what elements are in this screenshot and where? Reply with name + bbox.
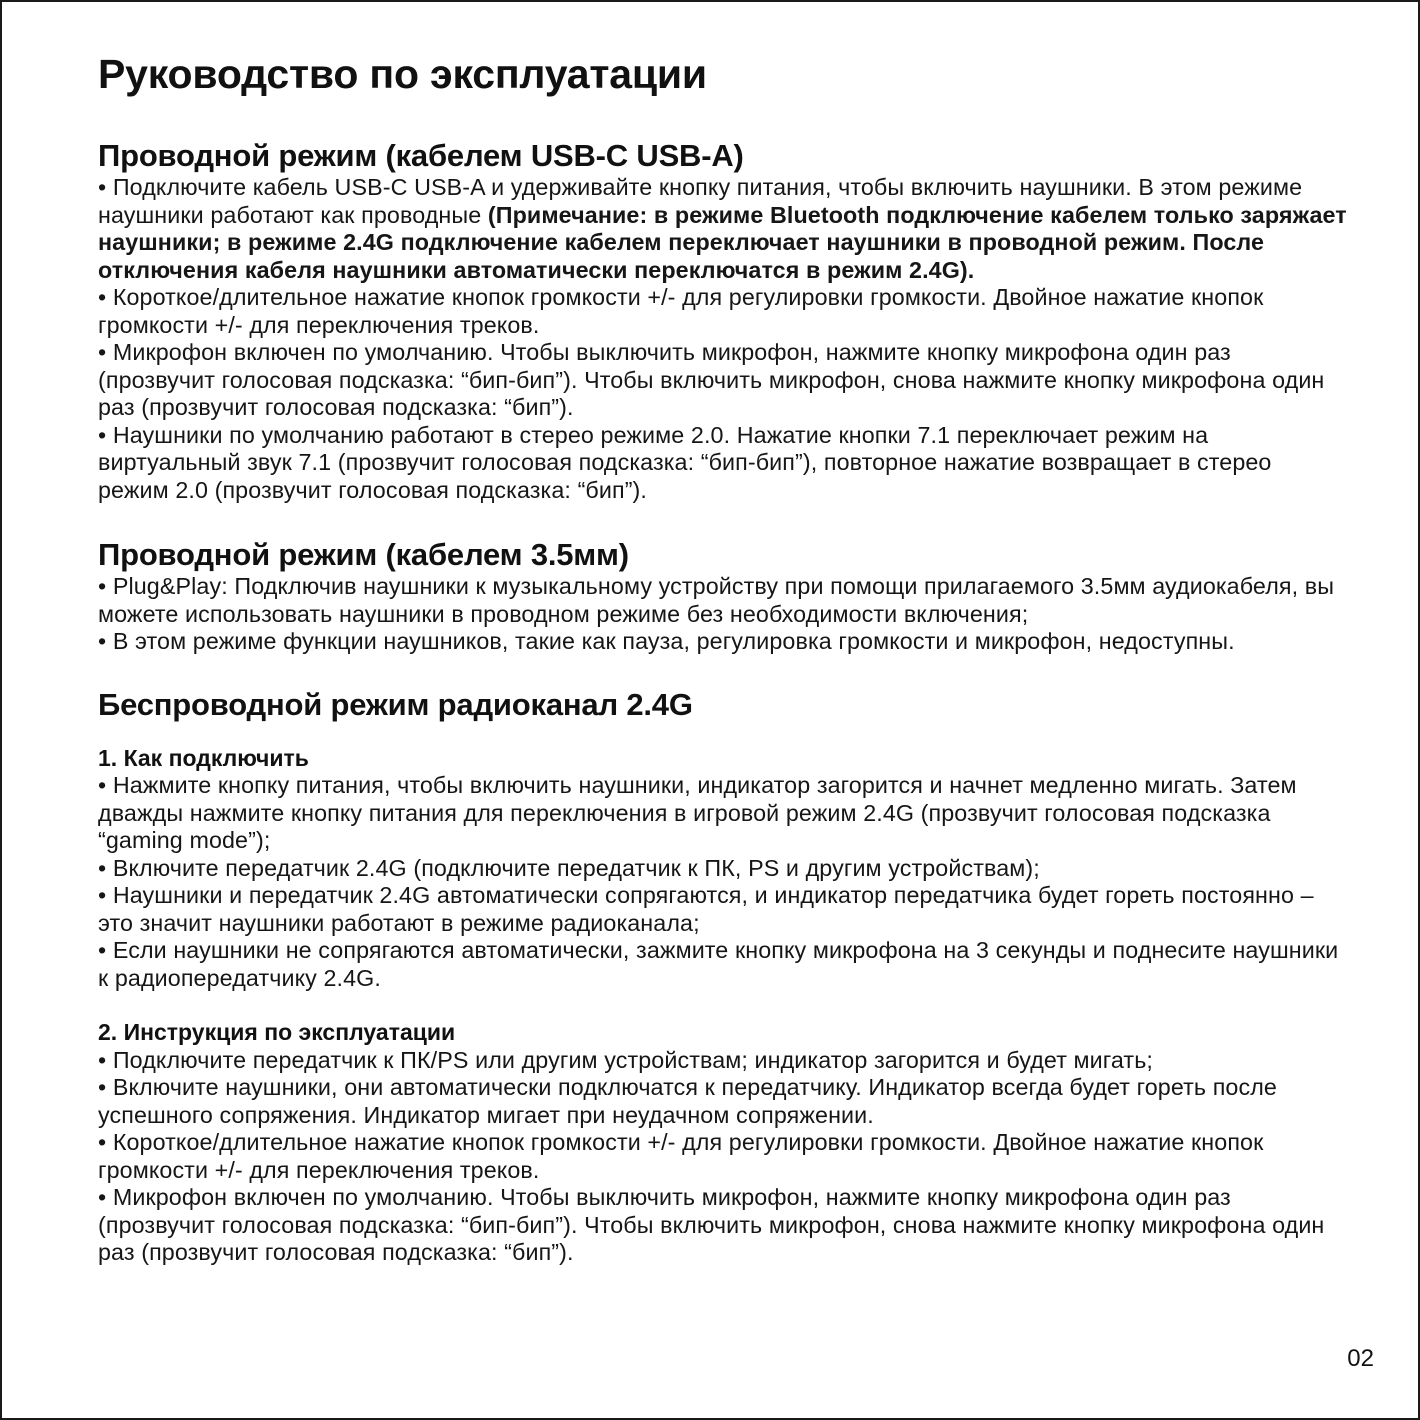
paragraph: • Plug&Play: Подключив наушники к музыкальному устройству при помощи прилагаемого 3.5мм аудиокабеля, вы можете использовать наушники в проводном режиме без необходимости включения; xyxy=(98,573,1335,627)
paragraph: • Включите передатчик 2.4G (подключите передатчик к ПК, PS и другим устройствам); xyxy=(98,854,1040,881)
section-heading: Проводной режим (кабелем 3.5мм) xyxy=(98,537,629,572)
section-wired-usb xyxy=(98,138,1348,504)
section-heading: Беспроводной режим радиоканал 2.4G xyxy=(98,686,693,722)
paragraph: • Наушники по умолчанию работают в стерео режиме 2.0. Нажатие кнопки 7.1 переключает режим на виртуальный звук 7.1 (прозвучит голосовая подсказка: “бип-бип”), повторное нажатие возвращает в стерео режим 2.0 (прозвучит голосовая подсказка: “бип”). xyxy=(98,421,1272,503)
subsection-heading: 1. Как подключить xyxy=(98,744,309,771)
paragraph: • Микрофон включен по умолчанию. Чтобы выключить микрофон, нажмите кнопку микрофона один раз (прозвучит голосовая подсказка: “бип-бип”). Чтобы включить микрофон, снова нажмите кнопку микрофона один раз (прозвучит голосовая подсказка: “бип”). xyxy=(98,339,1325,420)
page-title: Руководство по эксплуатации xyxy=(98,51,707,97)
paragraph: • Наушники и передатчик 2.4G автоматически сопрягаются, и индикатор передатчика будет гореть постоянно – это значит наушники работают в режиме радиоканала; xyxy=(98,882,1314,936)
section-wired-35mm xyxy=(98,537,1348,656)
page-content xyxy=(98,48,1348,1267)
paragraph: • Микрофон включен по умолчанию. Чтобы выключить микрофон, нажмите кнопку микрофона один раз (прозвучит голосовая подсказка: “бип-бип”). Чтобы включить микрофон, снова нажмите кнопку микрофона один раз (прозвучит голосовая подсказка: “бип”). xyxy=(98,1184,1325,1265)
section-wireless-2-4g xyxy=(98,687,1348,1267)
paragraph xyxy=(98,174,1348,284)
subsection-body xyxy=(98,1047,1348,1267)
paragraph: • В этом режиме функции наушников, такие как пауза, регулировка громкости и микрофон, недоступны. xyxy=(98,628,1235,654)
note-text: (Примечание: в режиме Bluetooth подключение кабелем только заряжает наушники; в режиме 2.4G подключение кабелем переключает наушники в проводной режим. После отключения кабеля наушники автоматически переключатся в режим 2.4G). xyxy=(98,201,1347,283)
paragraph: • Короткое/длительное нажатие кнопок громкости +/- для регулировки громкости. Двойное нажатие кнопок громкости +/- для переключения треков. xyxy=(98,284,1264,338)
subsection-heading: 2. Инструкция по эксплуатации xyxy=(98,1019,456,1045)
section-heading: Проводной режим (кабелем USB-C USB-A) xyxy=(98,138,744,173)
paragraph: • Включите наушники, они автоматически подключатся к передатчику. Индикатор всегда будет гореть после успешного сопряжения. Индикатор мигает при неудачном сопряжении. xyxy=(98,1074,1277,1128)
paragraph: • Подключите передатчик к ПК/PS или другим устройствам; индикатор загорится и будет мигать; xyxy=(98,1046,1154,1073)
paragraph: • Короткое/длительное нажатие кнопок громкости +/- для регулировки громкости. Двойное нажатие кнопок громкости +/- для переключения треков. xyxy=(98,1129,1264,1183)
section-body xyxy=(98,573,1348,656)
paragraph: • Нажмите кнопку питания, чтобы включить наушники, индикатор загорится и начнет медленно мигать. Затем дважды нажмите кнопку питания для переключения в игровой режим 2.4G (прозвучит голосовая подсказка “gaming mode”); xyxy=(98,772,1297,853)
subsection-operating-instructions xyxy=(98,1019,1348,1267)
subsection-how-to-connect xyxy=(98,745,1348,993)
subsection-body xyxy=(98,772,1348,992)
paragraph-text: • Подключите кабель USB-C USB-A и удерживайте кнопку питания, чтобы включить наушники. В этом режиме наушники работают как проводные xyxy=(98,174,1303,228)
paragraph: • Если наушники не сопрягаются автоматически, зажмите кнопку микрофона на 3 секунды и поднесите наушники к радиопередатчику 2.4G. xyxy=(98,937,1339,991)
section-body xyxy=(98,174,1348,504)
page-number: 02 xyxy=(1347,1345,1374,1372)
